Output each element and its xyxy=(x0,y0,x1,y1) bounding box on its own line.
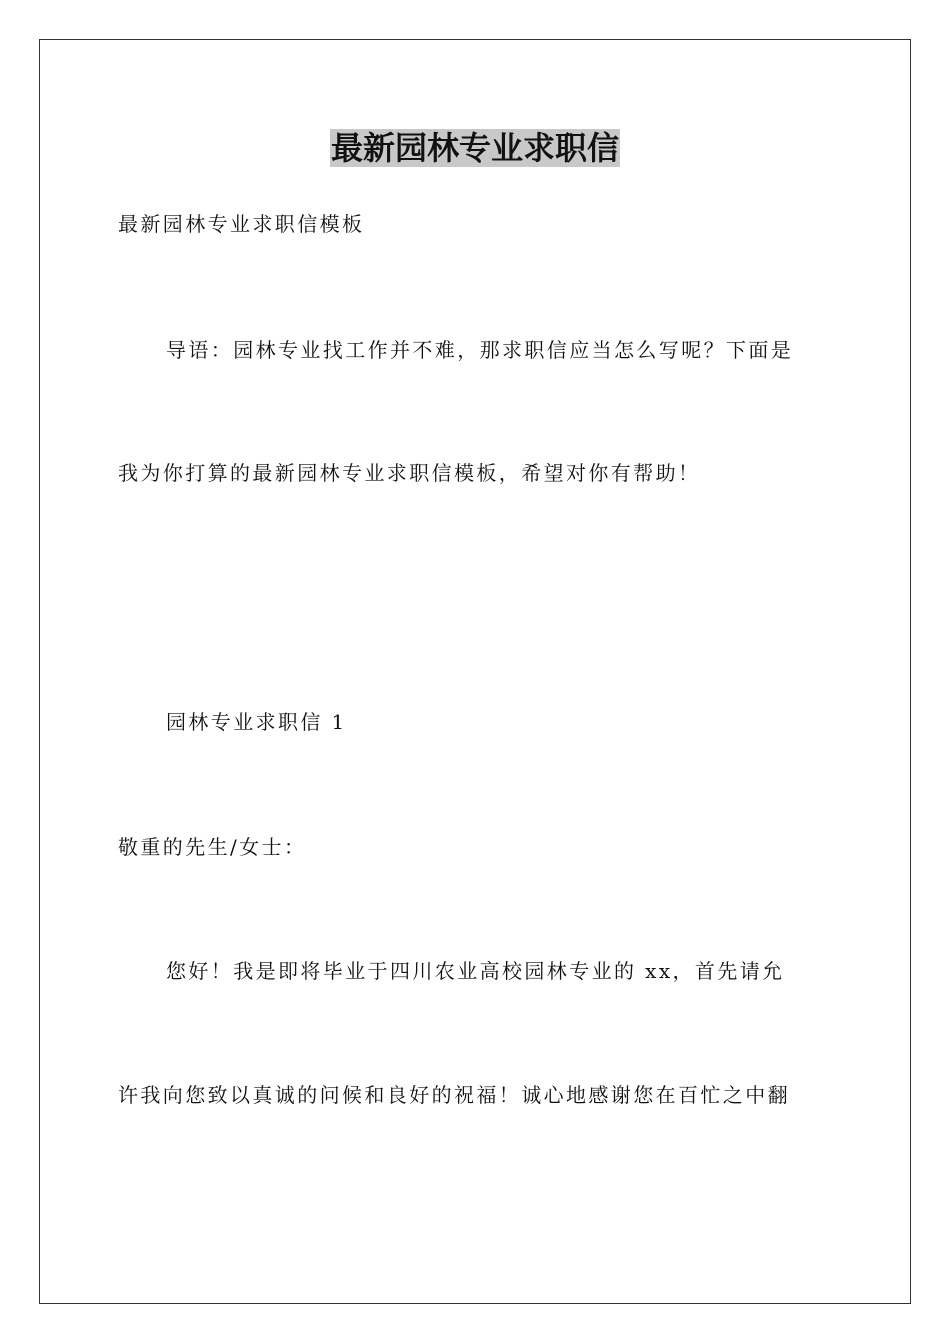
intro-line-2: 我为你打算的最新园林专业求职信模板，希望对你有帮助！ xyxy=(118,461,701,485)
body-line-1: 您好！我是即将毕业于四川农业高校园林专业的 xx，首先请允 xyxy=(166,959,785,983)
document-subtitle: 最新园林专业求职信模板 xyxy=(118,212,365,236)
intro-line-1: 导语：园林专业找工作并不难，那求职信应当怎么写呢？下面是 xyxy=(166,338,794,362)
document-title-text: 最新园林专业求职信 xyxy=(330,129,619,167)
letter-heading: 园林专业求职信 1 xyxy=(166,710,347,734)
document-title xyxy=(0,126,950,170)
body-line-2: 许我向您致以真诚的问候和良好的祝福！诚心地感谢您在百忙之中翻 xyxy=(118,1083,790,1107)
letter-salutation: 敬重的先生/女士： xyxy=(118,835,307,859)
